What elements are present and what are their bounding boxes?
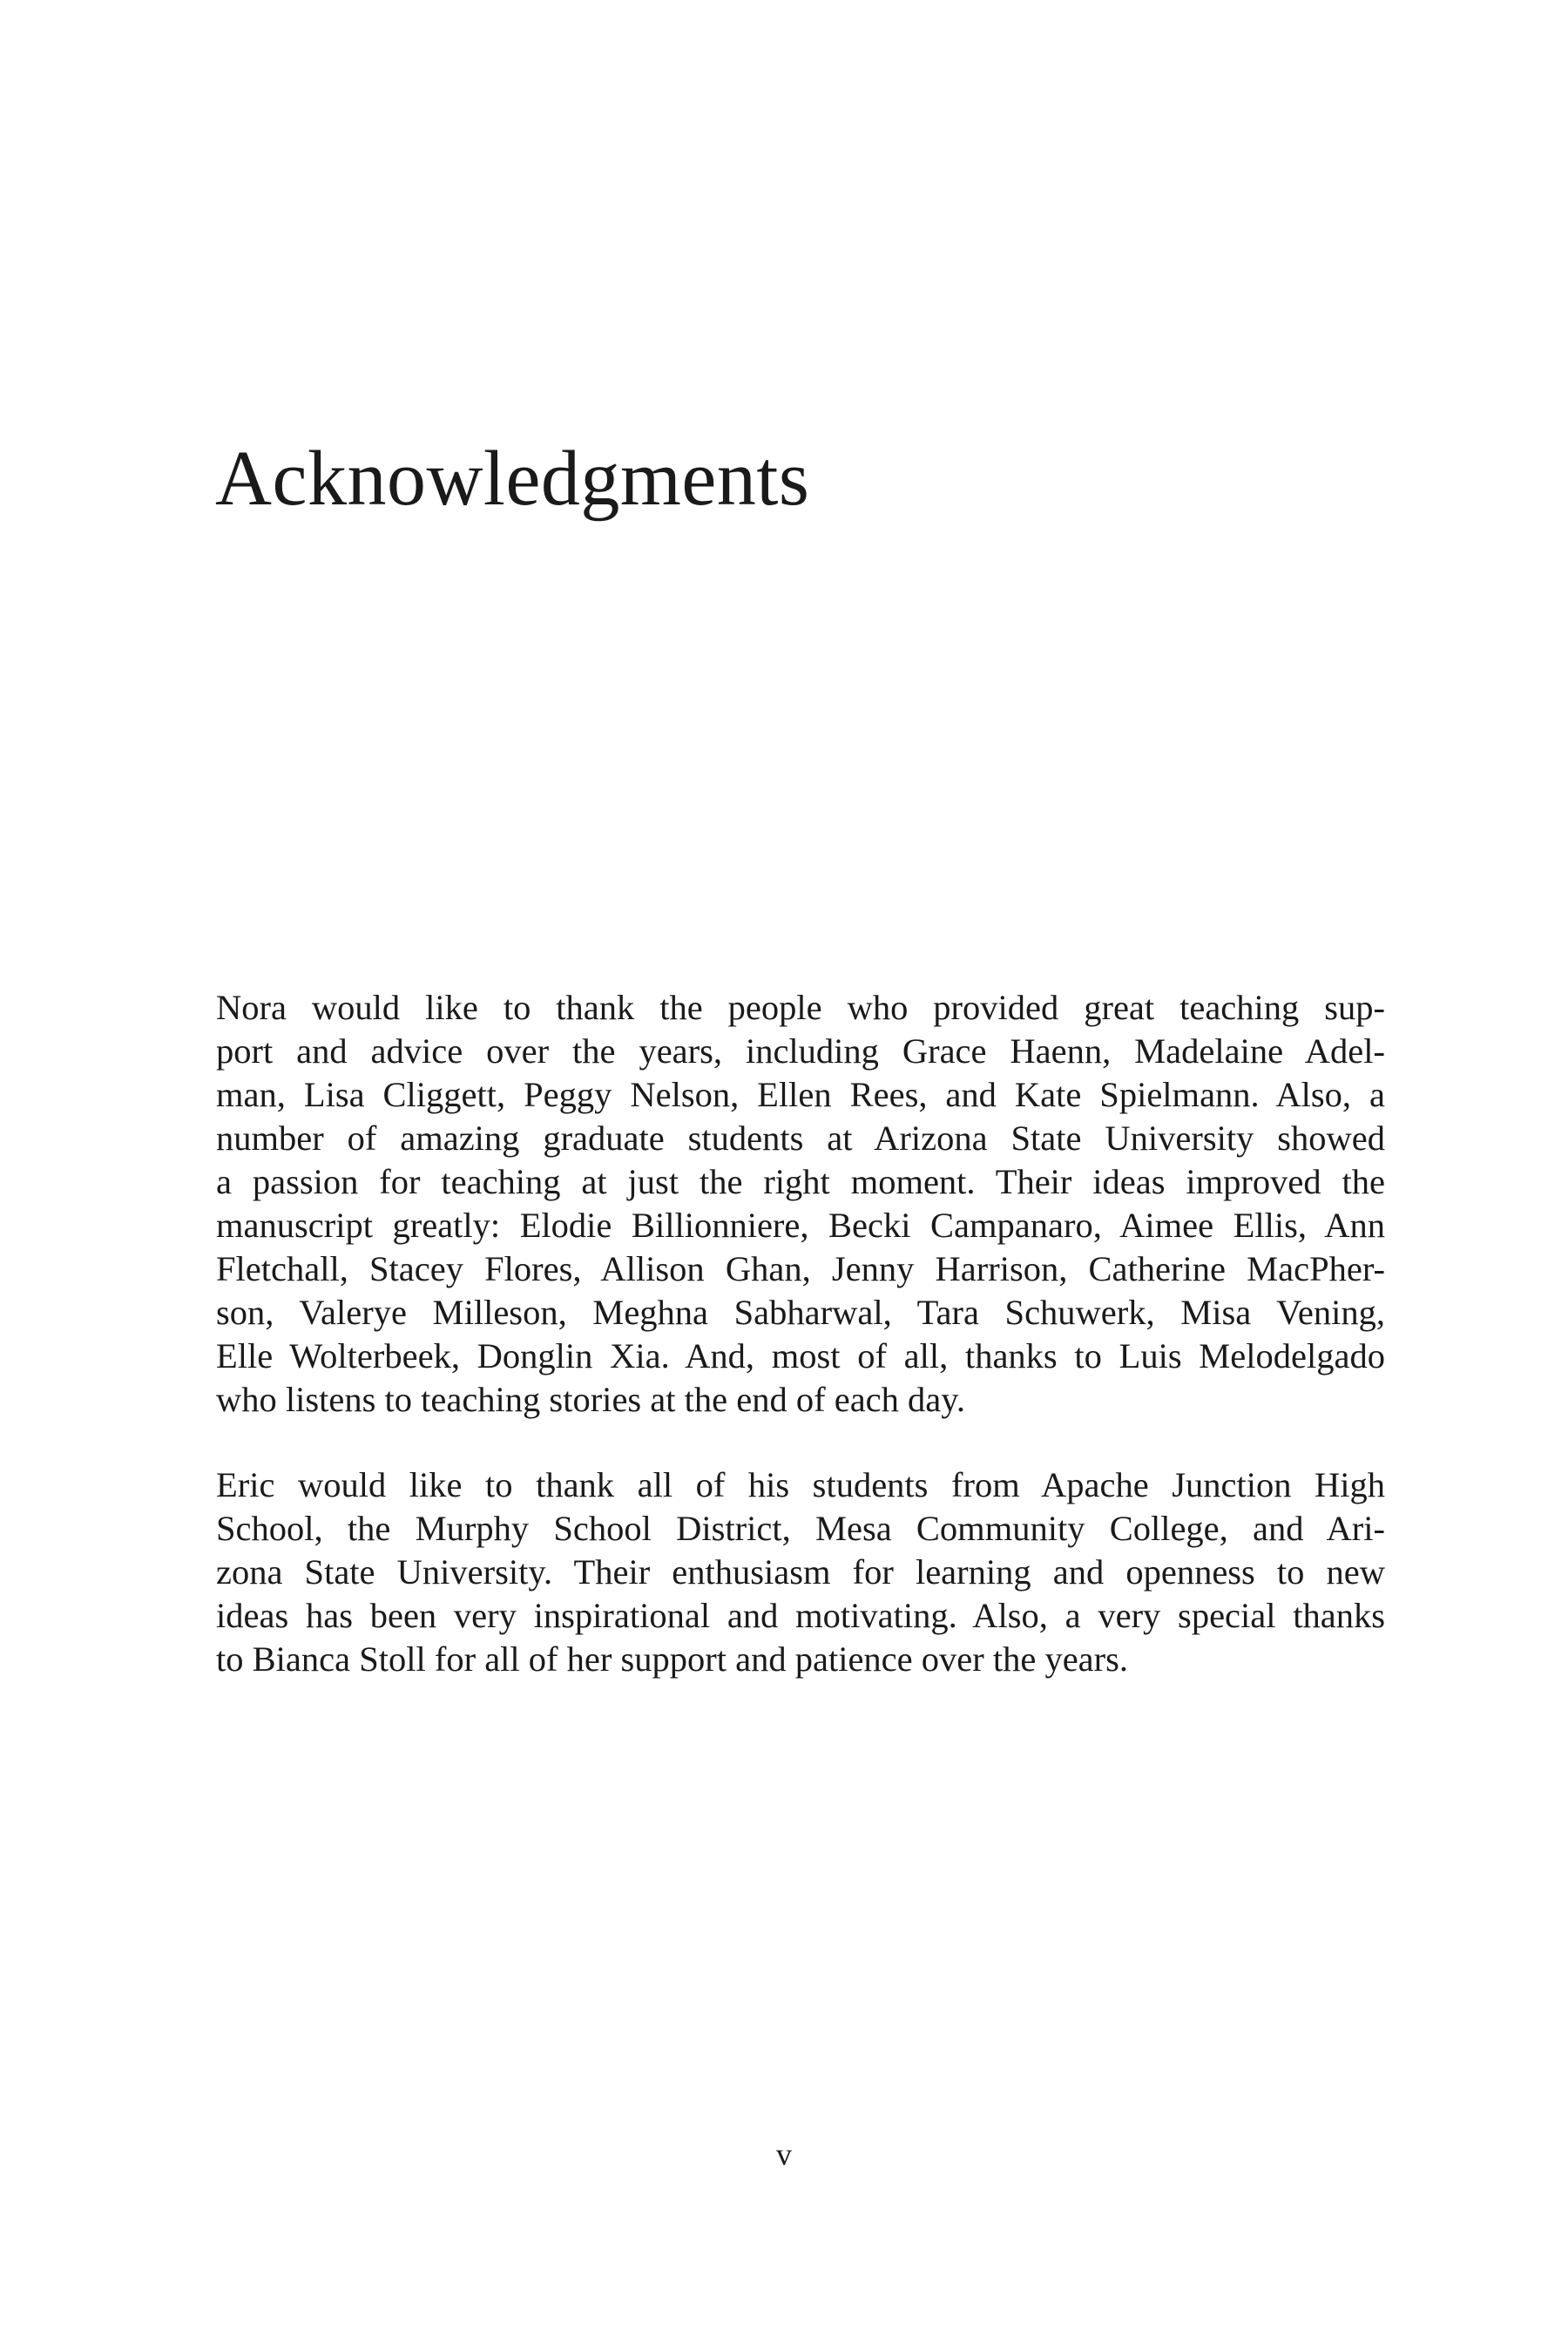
text-line: manuscript greatly: Elodie Billionniere, Becki Campanaro, Aimee Ellis, Ann — [216, 1206, 1385, 1245]
text-line: Fletchall, Stacey Flores, Allison Ghan, Jenny Harrison, Catherine MacPher- — [216, 1249, 1385, 1288]
text-line: man, Lisa Cliggett, Peggy Nelson, Ellen Rees, and Kate Spielmann. Also, a — [216, 1075, 1385, 1114]
text-line: who listens to teaching stories at the end of each day. — [216, 1380, 965, 1419]
acknowledgment-paragraph-nora — [216, 986, 1385, 1422]
text-line: port and advice over the years, including Grace Haenn, Madelaine Adel- — [216, 1031, 1385, 1071]
text-line: Eric would like to thank all of his students from Apache Junction High — [216, 1465, 1385, 1504]
text-line: ideas has been very inspirational and motivating. Also, a very special thanks — [216, 1596, 1385, 1635]
text-line: to Bianca Stoll for all of her support and patience over the years. — [216, 1639, 1129, 1679]
text-line: zona State University. Their enthusiasm for learning and openness to new — [216, 1552, 1385, 1592]
page-title: Acknowledgments — [215, 436, 810, 522]
text-line: Nora would like to thank the people who provided great teaching sup- — [216, 988, 1385, 1027]
acknowledgment-paragraph-eric — [216, 1463, 1385, 1681]
text-line: Elle Wolterbeek, Donglin Xia. And, most of all, thanks to Luis Melodelgado — [216, 1336, 1385, 1375]
page-number: v — [776, 2137, 792, 2172]
text-line: a passion for teaching at just the right moment. Their ideas improved the — [216, 1162, 1385, 1201]
text-line: School, the Murphy School District, Mesa Community College, and Ari- — [216, 1509, 1385, 1548]
text-line: son, Valerye Milleson, Meghna Sabharwal, Tara Schuwerk, Misa Vening, — [216, 1293, 1385, 1332]
text-line: number of amazing graduate students at Arizona State University showed — [216, 1119, 1385, 1158]
